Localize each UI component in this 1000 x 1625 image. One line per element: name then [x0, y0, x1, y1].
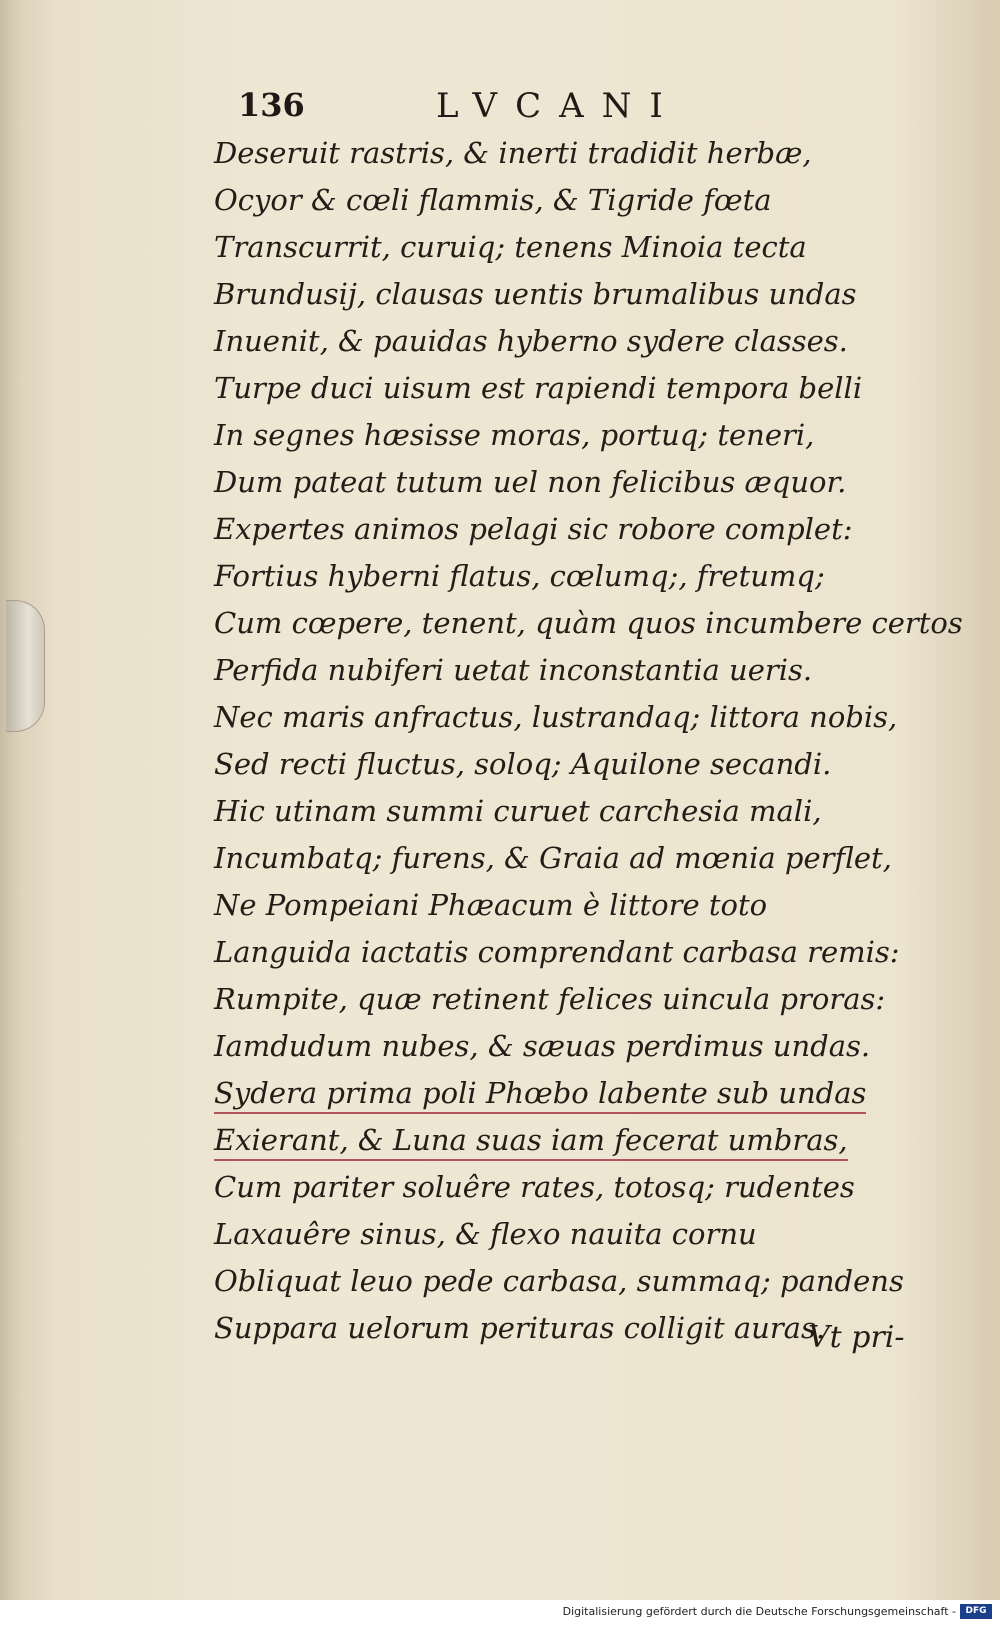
- verse-line: Rumpite, quæ retinent felices uincula proras:: [214, 982, 886, 1016]
- verse-line: Languida iactatis comprendant carbasa remis:: [214, 935, 900, 969]
- verse-line-underlined: Sydera prima poli Phœbo labente sub undas: [214, 1070, 914, 1117]
- verse-line: Perfida nubiferi uetat inconstantia ueris.: [214, 653, 813, 687]
- verse-line: Expertes animos pelagi sic robore complet:: [214, 512, 853, 546]
- digitization-footer: [0, 1600, 1000, 1625]
- verse-line: Nec maris anfractus, lustrandaq; littora nobis,: [214, 700, 898, 734]
- page-number: 136: [238, 86, 305, 124]
- verse-line: Deseruit rastris, & inerti tradidit herbæ,: [214, 136, 812, 170]
- verse-line: In segnes hæsisse moras, portuq; teneri,: [214, 418, 815, 452]
- verse-line: Turpe duci uisum est rapiendi tempora belli: [214, 371, 863, 405]
- verse-line: Incumbatq; furens, & Graia ad mœnia perflet,: [214, 841, 892, 875]
- footer-credit: Digitalisierung gefördert durch die Deutsche Forschungsgemeinschaft -: [562, 1605, 956, 1618]
- verse-line: Cum cœpere, tenent, quàm quos incumbere certos: [214, 606, 963, 640]
- verse-line: Laxauêre sinus, & flexo nauita cornu: [214, 1217, 757, 1251]
- verse-line: Ocyor & cœli flammis, & Tigride fœta: [214, 183, 772, 217]
- verse-line: Dum pateat tutum uel non felicibus æquor.: [214, 465, 847, 499]
- verse-line: Suppara uelorum perituras colligit auras.: [214, 1311, 826, 1345]
- verse-line-underlined: Exierant, & Luna suas iam fecerat umbras,: [214, 1117, 914, 1164]
- dfg-logo: DFG: [960, 1604, 992, 1619]
- verse-line: Sed recti fluctus, soloq; Aquilone secandi.: [214, 747, 832, 781]
- verse-line: Transcurrit, curuiq; tenens Minoia tecta: [214, 230, 807, 264]
- verse-list: [214, 130, 963, 1352]
- verse-line: Hic utinam summi curuet carchesia mali,: [214, 794, 822, 828]
- page-header: [238, 86, 718, 126]
- verse-line: Obliquat leuo pede carbasa, summaq; pandens: [214, 1264, 904, 1298]
- verse-line: Ne Pompeiani Phæacum è littore toto: [214, 888, 768, 922]
- verse-line: Cum pariter soluêre rates, totosq; rudentes: [214, 1170, 855, 1204]
- verse-line: Fortius hyberni flatus, cœlumq;, fretumq;: [214, 559, 825, 593]
- page-clip: [6, 600, 45, 732]
- verse-line: Brundusij, clausas uentis brumalibus undas: [214, 277, 857, 311]
- verse-line: Iamdudum nubes, & sæuas perdimus undas.: [214, 1029, 871, 1063]
- catchword: Vt pri-: [808, 1320, 905, 1355]
- running-head: LVCANI: [436, 86, 681, 126]
- verse-line: Inuenit, & pauidas hyberno sydere classes.: [214, 324, 848, 358]
